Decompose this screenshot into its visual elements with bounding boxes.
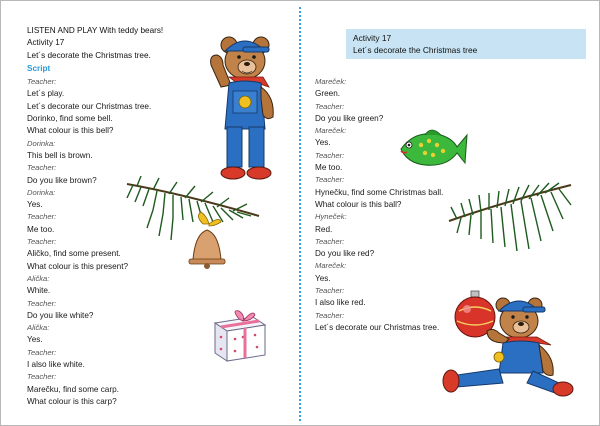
- left-activity-number: Activity 17: [27, 38, 65, 48]
- left-speech-line: Yes.: [27, 200, 43, 210]
- left-speaker-label: Teacher:: [27, 298, 57, 308]
- left-speaker-label: Alička:: [27, 323, 50, 333]
- green-fish-icon: [395, 125, 469, 173]
- left-speaker-label: Teacher:: [27, 347, 57, 357]
- right-speech-line: Hynečku, find some Christmas ball.: [315, 187, 444, 197]
- left-speech-line: I also like white.: [27, 360, 85, 370]
- right-activity-title: Let´s decorate the Christmas tree: [353, 44, 478, 55]
- left-speaker-label: Teacher:: [27, 212, 57, 222]
- right-activity-number: Activity 17: [353, 33, 392, 43]
- right-speech-line: Let´s decorate our Christmas tree.: [315, 322, 440, 332]
- left-speech-line: Marečku, find some carp.: [27, 384, 119, 394]
- teddy-bear-with-ornament-icon: [437, 283, 577, 399]
- right-speech-line: I also like red.: [315, 298, 366, 308]
- left-speaker-label: Dorinka:: [27, 187, 56, 197]
- left-speaker-label: Teacher:: [27, 372, 57, 382]
- right-speech-line: Do you like green?: [315, 113, 384, 123]
- left-speech-line: Let´s decorate our Christmas tree.: [27, 101, 152, 111]
- left-speech-line: What colour is this bell?: [27, 126, 114, 136]
- right-speech-line: Yes.: [315, 273, 331, 283]
- left-speech-line: Aličko, find some present.: [27, 249, 121, 259]
- left-header: LISTEN AND PLAY With teddy bears!: [27, 26, 164, 35]
- right-speaker-label: Mareček:: [315, 261, 347, 271]
- left-speech-line: What colour is this present?: [27, 261, 129, 271]
- left-speech-line: Let´s play.: [27, 89, 65, 99]
- pine-branch-icon: [447, 181, 575, 271]
- pine-branch-with-bell-icon: [123, 176, 263, 276]
- right-speaker-label: Mareček:: [315, 77, 347, 86]
- left-speech-line: Yes.: [27, 335, 43, 345]
- left-speech-line: This bell is brown.: [27, 150, 93, 160]
- activity-title-box: [346, 29, 586, 59]
- left-speech-line: Me too.: [27, 224, 55, 234]
- gift-box-icon: [209, 307, 269, 363]
- right-speaker-label: Teacher:: [315, 310, 345, 320]
- teddy-bear-waving-icon: [199, 25, 291, 185]
- right-speaker-label: Hyneček:: [315, 212, 347, 222]
- script-heading: Script: [27, 63, 51, 73]
- right-speech-line: Yes.: [315, 138, 331, 148]
- left-speaker-label: Teacher:: [27, 237, 57, 247]
- left-speech-line: What colour is this carp?: [27, 396, 117, 406]
- right-speech-line: Me too.: [315, 163, 343, 173]
- left-speaker-label: Dorinka:: [27, 138, 56, 148]
- right-speaker-label: Teacher:: [315, 150, 345, 160]
- right-speaker-label: Teacher:: [315, 101, 345, 111]
- page-divider: [299, 7, 301, 421]
- right-speaker-label: Teacher:: [315, 175, 345, 185]
- left-speech-line: Dorinko, find some bell.: [27, 114, 113, 124]
- right-speech-line: Do you like red?: [315, 249, 375, 259]
- right-speech-line: What colour is this ball?: [315, 199, 402, 209]
- left-speaker-label: Teacher:: [27, 163, 57, 173]
- right-speaker-label: Mareček:: [315, 126, 347, 136]
- right-speaker-label: Teacher:: [315, 286, 345, 296]
- left-speech-line: Do you like brown?: [27, 175, 97, 185]
- left-speaker-label: Alička:: [27, 273, 50, 283]
- left-speech-line: White.: [27, 286, 51, 296]
- left-speaker-label: Teacher:: [27, 77, 57, 87]
- right-speaker-label: Teacher:: [315, 236, 345, 246]
- right-speech-line: Green.: [315, 89, 341, 99]
- left-activity-title: Let´s decorate the Christmas tree.: [27, 50, 151, 60]
- left-speech-line: Do you like white?: [27, 310, 94, 320]
- right-speech-line: Red.: [315, 224, 333, 234]
